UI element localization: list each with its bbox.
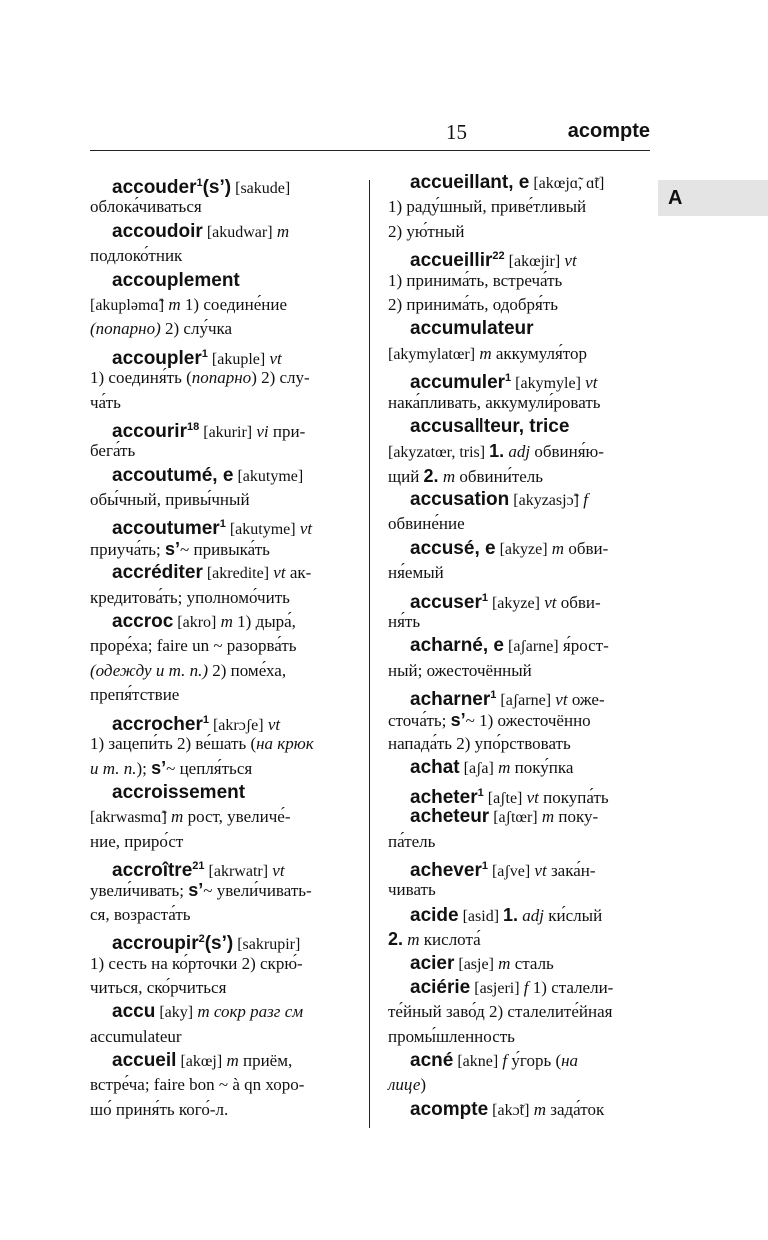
headword: accumulateur — [410, 318, 534, 340]
transcription: [akyze] — [487, 594, 540, 612]
dictionary-entry-line — [90, 952, 348, 976]
translation-text: ~ привыка́ть — [180, 539, 270, 559]
grammar-label: m — [475, 343, 492, 363]
sense-number: s’ — [151, 758, 167, 779]
translation-text: поку́пка — [510, 758, 574, 778]
translation-text: проре́ха; faire un ~ разорва́ть — [90, 636, 297, 656]
headword: acharner — [410, 689, 491, 711]
dictionary-entry-head — [90, 171, 348, 198]
headword: acheteur — [410, 806, 490, 828]
dictionary-entry-head — [388, 171, 650, 195]
running-head-guide-word: acompte — [567, 120, 650, 142]
grammar-label: f — [498, 1051, 508, 1071]
headword: accrocher — [112, 713, 203, 735]
transcription: [akupləmɑ̃] — [90, 296, 165, 314]
transcription: [akymyle] — [511, 375, 581, 393]
translation-text: 1) соедине́ние — [180, 294, 288, 314]
translation-text: ня́ть — [388, 612, 421, 632]
translation-text: 1) дыра́, — [232, 612, 296, 632]
dictionary-entry-head — [90, 220, 348, 244]
dictionary-entry-head — [388, 586, 650, 613]
transcription: [akɔ̃t] — [488, 1101, 530, 1119]
page-header — [90, 118, 650, 150]
dictionary-entry-line — [90, 391, 348, 415]
dictionary-entry-head — [388, 488, 650, 512]
dictionary-entry-line — [90, 903, 348, 927]
homonym-superscript: 1 — [490, 689, 497, 702]
headword: accroître — [112, 859, 193, 881]
headword: accumuler — [410, 372, 506, 394]
translation-text: облока́чиваться — [90, 197, 202, 217]
grammar-label: m — [493, 758, 511, 778]
grammar-label: m — [493, 953, 511, 973]
translation-text: 1) сталели- — [528, 977, 614, 997]
page-number: 15 — [446, 120, 467, 144]
translation-text: кредитова́ть; уполномо́чить — [90, 587, 290, 607]
grammar-label: m — [403, 930, 420, 950]
sense-number: s’ — [450, 709, 466, 730]
dictionary-entry-line — [90, 805, 348, 829]
transcription: [akrwatr] — [204, 862, 269, 880]
translation-text: обвине́ние — [388, 514, 465, 534]
transcription: [akne] — [453, 1053, 499, 1071]
transcription: [akymylatœr] — [388, 345, 476, 363]
dictionary-entry-head — [90, 415, 348, 442]
translation-text: приуча́ть; — [90, 539, 166, 559]
translation-text: 2) принима́ть, одобря́ть — [388, 294, 559, 314]
transcription: [aʃarne] — [496, 692, 552, 710]
translation-text: я́рост- — [558, 636, 609, 656]
homonym-superscript: 1 — [196, 177, 203, 189]
transcription: [akutyme] — [225, 521, 296, 539]
dictionary-entry-line — [90, 659, 348, 683]
translation-text: 2) ую́тный — [388, 221, 465, 241]
grammar-label: m — [272, 221, 290, 241]
headword: accouder — [112, 177, 197, 198]
dictionary-entry-head — [388, 415, 650, 439]
grammar-label: m сокр разг см — [193, 1002, 304, 1022]
headword: accroc — [112, 611, 174, 633]
dictionary-entry-head — [388, 781, 650, 808]
translation-text: зака́н- — [546, 860, 596, 880]
grammar-label: vt — [522, 787, 539, 807]
headword: accueillant, e — [410, 172, 530, 193]
translation-text: ся, возраста́ть — [90, 904, 191, 924]
dictionary-entry-line — [388, 927, 650, 951]
dictionary-entry-head — [90, 927, 348, 955]
headword: acheter — [410, 786, 478, 808]
sense-number: 2. — [388, 929, 404, 950]
translation-text: 1) соединя́ть ( — [90, 368, 192, 388]
right-column — [388, 171, 650, 1122]
translation-text: ки́слый — [544, 905, 603, 925]
dictionary-entry-line — [388, 1073, 650, 1097]
transcription: [aʃve] — [487, 862, 531, 880]
translation-text: покупа́ть — [538, 787, 609, 807]
headword: acide — [410, 904, 459, 926]
dictionary-entry-head — [388, 854, 650, 881]
dictionary-entry-line — [90, 634, 348, 658]
column-divider — [369, 180, 370, 1128]
dictionary-entry-head — [90, 512, 348, 540]
dictionary-entry-head — [388, 1098, 650, 1122]
left-column — [90, 171, 348, 1122]
headword: achat — [410, 757, 460, 779]
grammar-label: vt — [265, 348, 282, 368]
grammar-label: m — [438, 466, 456, 486]
dictionary-entry-head — [90, 342, 348, 369]
translation-text: обви- — [556, 592, 601, 612]
headword: accoutumer — [112, 518, 220, 540]
dictionary-entry-head — [388, 537, 650, 561]
grammar-label: vt — [269, 563, 286, 583]
headword: accoupler — [112, 347, 202, 369]
grammar-label: vi — [252, 421, 269, 441]
translation-text: подлоко́тник — [90, 246, 183, 266]
transcription: [akœj] — [176, 1053, 223, 1071]
grammar-label: m — [216, 612, 233, 632]
dictionary-entry-line — [388, 708, 650, 732]
translation-text: встре́ча; faire bon ~ à qn хоро- — [90, 1075, 305, 1095]
dictionary-entry-head — [388, 634, 650, 658]
translation-text: обвини́тель — [455, 466, 544, 486]
dictionary-entry-head — [90, 781, 348, 805]
translation-text: 1) раду́шный, приве́тливый — [388, 197, 587, 217]
dictionary-entry-line — [388, 195, 650, 219]
sense-number: 2. — [423, 465, 439, 486]
transcription: [akyzatœr, tris] — [388, 444, 490, 462]
headword: accuser — [410, 591, 482, 613]
grammar-label: adj — [518, 905, 545, 925]
transcription: [sakrupir] — [233, 936, 301, 954]
translation-text: ~ цепля́ться — [166, 759, 253, 779]
transcription: [aʃarne] — [504, 638, 559, 656]
translation-text: зада́ток — [545, 1099, 605, 1119]
sense-number: s’ — [165, 538, 181, 559]
homonym-superscript: 1 — [481, 591, 488, 604]
grammar-label: vt — [263, 714, 281, 734]
grammar-label: adj — [504, 442, 531, 462]
dictionary-entry-line — [388, 512, 650, 536]
grammar-label: (попарно) — [90, 319, 161, 339]
translation-text: ча́ть — [90, 392, 121, 412]
dictionary-entry-line — [90, 732, 348, 756]
translation-text: те́йный заво́д 2) сталелите́йная — [388, 1002, 613, 1022]
dictionary-entry-line — [90, 878, 348, 902]
homonym-superscript: 2 — [198, 933, 205, 946]
headword: acier — [410, 952, 455, 974]
dictionary-entry-line — [388, 1025, 650, 1049]
dictionary-entry-line — [90, 293, 348, 317]
dictionary-entry-line — [90, 537, 348, 561]
dictionary-entry-line — [90, 244, 348, 268]
translation-text: щий — [388, 466, 424, 486]
headword-suffix: (s’) — [202, 177, 232, 198]
translation-text: ); — [136, 759, 152, 779]
translation-text: читься, ско́рчиться — [90, 977, 227, 997]
dictionary-entry-head — [388, 976, 650, 1000]
translation-text: ~ 1) ожесточённо — [465, 710, 591, 730]
dictionary-entry-line — [388, 342, 650, 366]
dictionary-entry-line — [388, 391, 650, 415]
transcription: [akyze] — [495, 540, 548, 558]
dictionary-entry-line — [90, 1098, 348, 1122]
dictionary-entry-head — [388, 244, 650, 272]
grammar-label: m — [164, 294, 181, 314]
translation-text: ный; ожесточённый — [388, 660, 532, 680]
dictionary-entry-head — [388, 952, 650, 976]
grammar-label: vt — [580, 373, 598, 393]
dictionary-entry-head — [388, 366, 650, 394]
grammar-label: vt — [268, 860, 285, 880]
grammar-label: лице — [388, 1075, 421, 1095]
translation-text: нака́пливать, аккумули́ровать — [388, 392, 601, 412]
transcription: [akyzasjɔ̃] — [509, 492, 579, 510]
transcription: [akuple] — [207, 350, 266, 368]
translation-text: аккумуля́тор — [491, 343, 587, 363]
dictionary-entry-head — [388, 805, 650, 829]
translation-text: напада́ть 2) упо́рствовать — [388, 733, 571, 753]
homonym-superscript: 18 — [186, 420, 200, 433]
translation-text: кислота́ — [419, 930, 481, 950]
headword: aciérie — [410, 976, 471, 998]
dictionary-entry-head — [90, 610, 348, 634]
grammar-label: m — [547, 538, 565, 558]
dictionary-entry-line — [90, 586, 348, 610]
dictionary-entry-head — [388, 756, 650, 780]
translation-text: обви- — [564, 538, 609, 558]
dictionary-entry-line — [90, 830, 348, 854]
headword: accusa‖teur, trice — [410, 415, 570, 437]
translation-text: ) 2) слу- — [251, 368, 310, 388]
grammar-label: f — [579, 490, 588, 510]
translation-text: при- — [268, 421, 306, 441]
headword: accueillir — [410, 250, 493, 272]
translation-text: шо́ приня́ть кого́-л. — [90, 1099, 229, 1119]
grammar-label: f — [519, 977, 529, 997]
transcription: [akro] — [173, 614, 217, 632]
dictionary-entry-head — [388, 317, 650, 341]
headword: accusé, e — [410, 537, 496, 559]
headword: accourir — [112, 420, 187, 442]
header-rule — [90, 150, 650, 151]
grammar-label: на крюк — [256, 733, 314, 753]
dictionary-entry-head — [90, 708, 348, 735]
dictionary-entry-line — [90, 1025, 348, 1049]
translation-text: обвиня́ю- — [530, 442, 604, 462]
translation-text: сточа́ть; — [388, 710, 451, 730]
dictionary-entry-line — [388, 1000, 650, 1024]
transcription: [asid] — [458, 907, 504, 925]
dictionary-entry-line — [388, 439, 650, 463]
sense-number: 1. — [503, 904, 519, 925]
grammar-label: vt — [530, 860, 547, 880]
dictionary-entry-line — [388, 464, 650, 488]
homonym-superscript: 21 — [192, 859, 205, 872]
dictionary-entry-line — [388, 269, 650, 293]
dictionary-entry-line — [90, 488, 348, 512]
grammar-label: vt — [551, 690, 568, 710]
translation-text: приём, — [238, 1051, 293, 1071]
transcription: [akutyme] — [233, 467, 304, 485]
transcription: [akrɔʃe] — [208, 716, 264, 734]
translation-text: чивать — [388, 880, 436, 900]
transcription: [asje] — [454, 955, 494, 973]
transcription: [asjeri] — [470, 979, 520, 997]
dictionary-entry-line — [388, 732, 650, 756]
transcription: [akœjɑ̃, ɑ̃t] — [529, 175, 605, 192]
translation-text: 2) слу́чка — [160, 319, 233, 339]
transcription: [aky] — [155, 1004, 194, 1022]
transcription: [akudwar] — [202, 223, 273, 241]
headword: accoudoir — [112, 220, 203, 242]
transcription: [akurir] — [199, 423, 253, 441]
translation-text: обы́чный, привы́чный — [90, 490, 250, 510]
translation-text: увели́чивать; — [90, 881, 189, 901]
translation-text: у́горь ( — [507, 1051, 562, 1071]
translation-text: рост, увеличе́- — [183, 807, 291, 827]
sense-number: 1. — [489, 441, 505, 462]
homonym-superscript: 1 — [505, 372, 512, 385]
grammar-label: на — [561, 1051, 579, 1071]
dictionary-entry-head — [90, 1049, 348, 1073]
dictionary-entry-head — [90, 854, 348, 881]
headword-suffix: (s’) — [204, 933, 234, 955]
homonym-superscript: 1 — [481, 859, 488, 872]
homonym-superscript: 1 — [477, 786, 484, 799]
grammar-label: m — [222, 1051, 239, 1071]
headword: acné — [410, 1050, 454, 1072]
translation-text: оже- — [567, 690, 605, 710]
dictionary-entry-line — [388, 293, 650, 317]
dictionary-entry-line — [388, 561, 650, 585]
dictionary-entry-line — [90, 756, 348, 780]
transcription: [akrwasmɑ̃] — [90, 809, 167, 827]
transcription: [aʃte] — [483, 789, 523, 807]
headword: accroissement — [112, 781, 246, 803]
dictionary-entry-line — [388, 878, 650, 902]
dictionary-entry-line — [90, 366, 348, 390]
translation-text: accumulateur — [90, 1026, 182, 1046]
transcription: [akœjir] — [504, 253, 561, 271]
headword: accu — [112, 1001, 156, 1023]
transcription: [aʃa] — [459, 760, 494, 778]
translation-text: па́тель — [388, 831, 436, 851]
headword: accouplement — [112, 269, 240, 291]
dictionary-entry-line — [90, 683, 348, 707]
dictionary-entry-head — [388, 683, 650, 711]
grammar-label: и т. п. — [90, 759, 137, 779]
homonym-superscript: 1 — [219, 518, 226, 531]
dictionary-entry-head — [90, 269, 348, 293]
dictionary-entry-head — [90, 464, 348, 488]
headword: accroupir — [112, 933, 199, 955]
grammar-label: (одежду и т. п.) — [90, 660, 208, 680]
dictionary-entry-line — [90, 317, 348, 341]
headword: acharné, e — [410, 635, 504, 657]
homonym-superscript: 22 — [492, 250, 505, 263]
dictionary-entry-line — [388, 830, 650, 854]
grammar-label: vt — [539, 592, 557, 612]
dictionary-entry-head — [90, 561, 348, 585]
dictionary-entry-head — [90, 1000, 348, 1024]
translation-text: 2) поме́ха, — [208, 660, 287, 680]
headword: accueil — [112, 1050, 177, 1072]
translation-text: препя́тствие — [90, 685, 180, 705]
homonym-superscript: 1 — [202, 713, 209, 726]
grammar-label: m — [537, 807, 555, 827]
translation-text: 1) принима́ть, встреча́ть — [388, 270, 563, 290]
translation-text: поку- — [554, 807, 599, 827]
headword: achever — [410, 859, 482, 881]
dictionary-entry-line — [388, 659, 650, 683]
grammar-label: m — [529, 1099, 546, 1119]
transcription: [akredite] — [202, 565, 270, 583]
alphabet-thumb-tab — [658, 180, 768, 216]
headword: acompte — [410, 1098, 489, 1120]
dictionary-entry-head — [388, 1049, 650, 1073]
translation-text: ак- — [285, 563, 312, 583]
translation-text: 1) сесть на ко́рточки 2) скрю́- — [90, 953, 303, 973]
dictionary-entry-head — [388, 903, 650, 927]
dictionary-entry-line — [388, 220, 650, 244]
translation-text: бега́ть — [90, 441, 136, 461]
translation-text: ние, приро́ст — [90, 831, 184, 851]
thumb-tab-letter: A — [668, 187, 683, 209]
headword: accréditer — [112, 562, 203, 584]
translation-text: ~ увели́чивать- — [203, 881, 312, 901]
translation-text: 1) зацепи́ть 2) ве́шать ( — [90, 733, 257, 753]
grammar-label: vt — [560, 251, 577, 271]
sense-number: s’ — [188, 880, 204, 901]
grammar-label: m — [166, 807, 184, 827]
translation-text: сталь — [510, 953, 554, 973]
headword: accusation — [410, 489, 510, 511]
dictionary-entry-line — [90, 439, 348, 463]
homonym-superscript: 1 — [201, 347, 208, 360]
transcription: [aʃtœr] — [489, 809, 538, 827]
grammar-label: vt — [295, 519, 313, 539]
dictionary-entry-line — [90, 1073, 348, 1097]
transcription: [sakude] — [231, 180, 291, 197]
dictionary-entry-line — [90, 976, 348, 1000]
translation-text: промы́шленность — [388, 1026, 515, 1046]
translation-text: ня́емый — [388, 563, 444, 583]
translation-text: ) — [420, 1075, 427, 1095]
headword: accoutumé, e — [112, 464, 234, 486]
grammar-label: попарно — [191, 368, 252, 388]
